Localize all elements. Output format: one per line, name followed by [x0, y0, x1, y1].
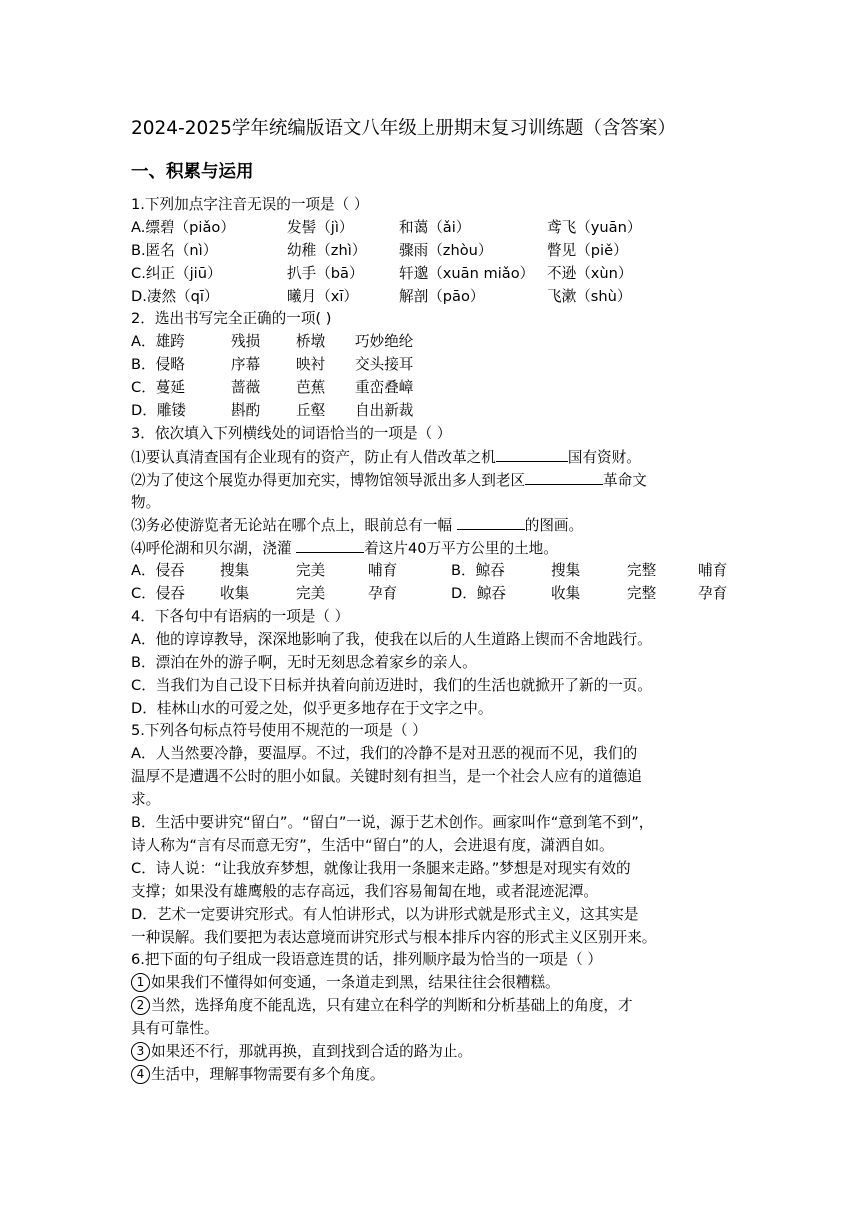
option-cell: D．鲸吞 — [451, 585, 507, 603]
option-cell: 飞漱（shù） — [547, 287, 632, 305]
question-6-sentence-2 — [131, 995, 741, 1018]
option-cell: 蔷薇 — [231, 379, 261, 397]
circled-number: 2 — [131, 996, 150, 1015]
option-cell: 骤雨（zhòu） — [399, 241, 493, 259]
option-cell: 曦月（xī） — [287, 287, 359, 305]
question-6-sentence-1 — [131, 972, 741, 995]
option-cell: 哺育 — [698, 562, 728, 580]
option-cell: 扒手（bā） — [287, 264, 364, 282]
question-5-option-d-line: D．艺术一定要讲究形式。有人怕讲形式，以为讲形式就是形式主义，这其实是 — [131, 905, 639, 923]
option-cell: 解剖（pāo） — [399, 287, 485, 305]
option-cell: 完整 — [627, 562, 657, 580]
option-cell: 鸢飞（yuān） — [547, 218, 642, 236]
option-cell: 映衬 — [296, 356, 326, 374]
section-heading: 一、积累与运用 — [131, 162, 254, 182]
question-3-sentence-2 — [131, 469, 741, 492]
option-cell: 桥墩 — [296, 333, 326, 351]
question-5-option-b-line: B．生活中要讲究“留白”。“留白”一说，源于艺术创作。画家叫作“意到笔不到”， — [131, 814, 654, 832]
option-cell: 巧妙绝纶 — [355, 333, 414, 351]
sentence-text: 国有资财。 — [567, 448, 641, 466]
sentence-text: ⑵为了使这个展览办得更加充实，博物馆领导派出多人到老区 — [131, 471, 526, 489]
circled-number: 3 — [131, 1042, 150, 1061]
option-cell: 收集 — [551, 585, 581, 603]
question-4-option-c: C．当我们为自己设下日标并执着向前迈进时，我们的生活也就掀开了新的一页。 — [131, 676, 652, 694]
sentence-text: ⑷呼伦湖和贝尔湖，浇灌 — [131, 540, 297, 558]
option-cell: 重峦叠嶂 — [355, 379, 414, 397]
question-2-option-a — [131, 331, 741, 354]
sentence-text: 如果还不行，那就再换，直到找到合适的路为止。 — [151, 1042, 473, 1060]
option-cell: D．雕镂 — [131, 402, 187, 420]
question-6-stem: 6.把下面的句子组成一段语意连贯的话，排列顺序最为恰当的一项是（ ） — [131, 951, 602, 969]
question-1-option-c — [131, 263, 741, 286]
option-cell: 芭蕉 — [296, 379, 326, 397]
question-1-option-d — [131, 286, 741, 309]
question-1-option-b — [131, 240, 741, 263]
fill-blank — [296, 537, 364, 553]
question-3-sentence-3 — [131, 514, 741, 537]
option-cell: 斟酌 — [231, 402, 261, 420]
option-cell: 残损 — [231, 333, 261, 351]
option-cell: 轩邈（xuān miǎo） — [399, 264, 535, 282]
question-4-option-d: D．桂林山水的可爱之处，似乎更多地存在于文字之中。 — [131, 699, 493, 717]
document-title: 2024-2025学年统编版语文八年级上册期末复习训练题（含答案） — [131, 118, 676, 139]
question-6-sentence-4 — [131, 1064, 741, 1087]
sentence-text: 如果我们不懂得如何变通，一条道走到黑，结果往往会很糟糕。 — [151, 974, 560, 992]
option-cell: B．侵略 — [131, 356, 185, 374]
option-cell: C.纠正（jiū） — [131, 264, 222, 282]
option-cell: C．蔓延 — [131, 379, 185, 397]
option-cell: C．侵吞 — [131, 585, 185, 603]
question-4-option-b: B．漂泊在外的游子啊，无时无刻思念着家乡的亲人。 — [131, 653, 477, 671]
option-cell: A．雄跨 — [131, 333, 185, 351]
question-3-options-cd — [131, 583, 741, 606]
option-cell: 孕育 — [368, 585, 398, 603]
option-cell: 丘壑 — [296, 402, 326, 420]
option-cell: 搜集 — [220, 562, 250, 580]
circled-number: 1 — [131, 973, 150, 992]
option-cell: 发髻（jì） — [287, 218, 354, 236]
question-4-option-a: A．他的谆谆教导，深深地影响了我，使我在以后的人生道路上锲而不舍地践行。 — [131, 630, 652, 648]
question-6-sentence-3 — [131, 1041, 741, 1064]
option-cell: 交头接耳 — [355, 356, 414, 374]
sentence-text: 的图画。 — [524, 517, 584, 535]
option-cell: A.缥碧（piǎo） — [131, 218, 235, 236]
question-5-option-a-line: 温厚不是遭遇不公时的胆小如鼠。关键时刻有担当，是一个社会人应有的道德追 — [131, 768, 642, 786]
fill-blank — [496, 446, 568, 462]
question-5-option-c-line: C．诗人说：“让我放弃梦想，就像让我用一条腿来走路。”梦想是对现实有效的 — [131, 859, 631, 877]
option-cell: 和蔼（ǎi） — [399, 218, 471, 236]
question-1-stem: 1.下列加点字注音无误的一项是（ ） — [131, 196, 369, 213]
option-cell: B．鲸吞 — [451, 562, 505, 580]
question-5-stem: 5.下列各句标点符号使用不规范的一项是（ ） — [131, 722, 427, 740]
option-cell: A．侵吞 — [131, 562, 185, 580]
option-cell: 收集 — [220, 585, 250, 603]
option-cell: 不逊（xùn） — [547, 264, 633, 282]
question-3-sentence-1 — [131, 446, 741, 469]
question-5-option-c-line: 支撑；如果没有雄鹰般的志存高远，我们容易匍匐在地，或者混迹泥潭。 — [131, 882, 599, 900]
option-cell: 完美 — [296, 585, 326, 603]
sentence-text: 生活中，理解事物需要有多个角度。 — [151, 1065, 385, 1083]
option-cell: D.凄然（qī） — [131, 287, 219, 305]
question-1-option-a — [131, 217, 741, 240]
question-4-stem: 4．下各句中有语病的一项是（ ） — [131, 608, 350, 626]
question-6-sentence-2-cont: 具有可靠性。 — [131, 1020, 219, 1038]
option-cell: 搜集 — [551, 562, 581, 580]
option-cell: 孕育 — [698, 585, 728, 603]
question-2-option-d — [131, 400, 741, 423]
sentence-text: ⑴要认真清查国有企业现有的资产，防止有人借改革之机 — [131, 448, 496, 466]
question-3-stem: 3．依次填入下列横线处的词语恰当的一项是（ ） — [131, 424, 452, 442]
option-cell: 瞥见（piě） — [547, 241, 628, 259]
circled-number: 4 — [131, 1065, 150, 1084]
option-cell: B.匿名（nì） — [131, 241, 218, 259]
question-5-option-b-line: 诗人称为“言有尽而意无穷”，生活中“留白”的人，会进退有度，潇洒自如。 — [131, 836, 614, 854]
option-cell: 哺育 — [368, 562, 398, 580]
question-2-option-b — [131, 354, 741, 377]
sentence-text: ⑶务必使游览者无论站在哪个点上，眼前总有一幅 — [131, 517, 457, 535]
question-5-option-d-line: 一种误解。我们要把为表达意境而讲究形式与根本排斥内容的形式主义区别开来。 — [131, 928, 657, 946]
option-cell: 序幕 — [231, 356, 261, 374]
question-2-option-c — [131, 377, 741, 400]
question-2-stem: 2．选出书写完全正确的一项( ) — [131, 310, 332, 328]
option-cell: 完整 — [627, 585, 657, 603]
question-3-sentence-4 — [131, 537, 741, 560]
fill-blank — [525, 469, 603, 485]
question-5-option-a-line: 求。 — [131, 791, 161, 809]
fill-blank — [457, 514, 525, 530]
option-cell: 幼稚（zhì） — [287, 241, 367, 259]
sentence-text: 着这片40万平方公里的土地。 — [364, 540, 558, 558]
question-list — [131, 194, 741, 1087]
question-3-options-ab — [131, 560, 741, 583]
sentence-text: 革命文 — [603, 471, 647, 489]
question-3-sentence-2-cont: 物。 — [131, 493, 161, 511]
question-5-option-a-line: A．人当然要冷静，要温厚。不过，我们的冷静不是对丑恶的视而不见，我们的 — [131, 745, 638, 763]
option-cell: 完美 — [296, 562, 326, 580]
option-cell: 自出新裁 — [355, 402, 414, 420]
sentence-text: 当然，选择角度不能乱选，只有建立在科学的判断和分析基础上的角度，才 — [151, 997, 633, 1015]
